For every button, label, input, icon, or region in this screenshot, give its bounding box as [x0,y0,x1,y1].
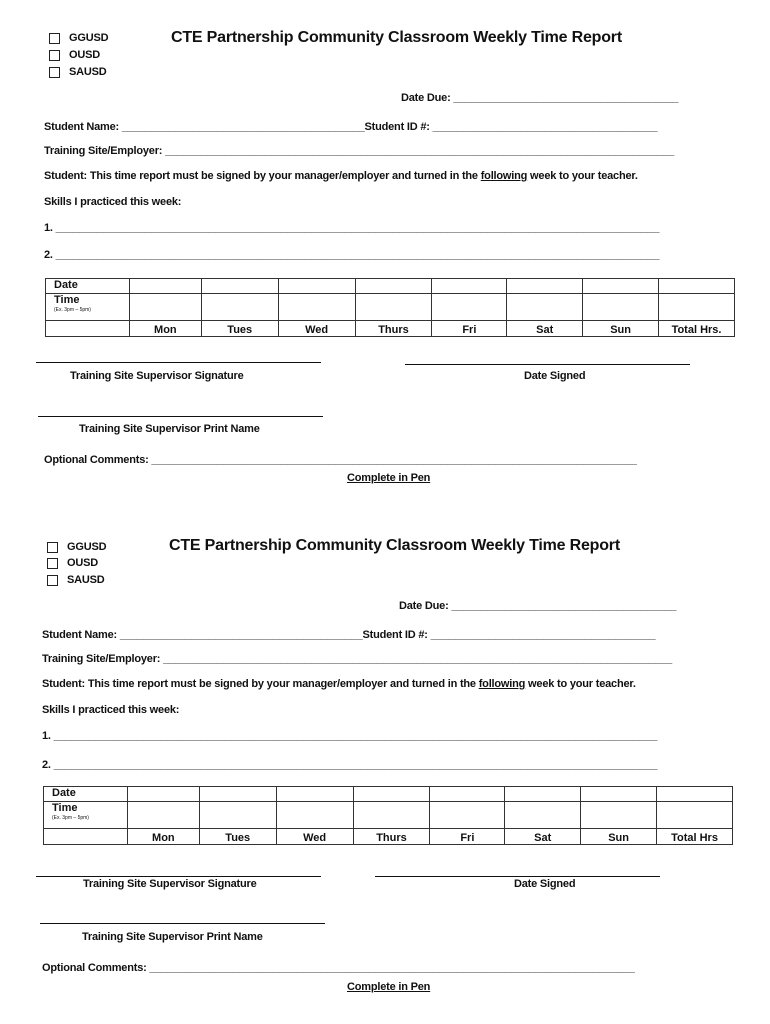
date-cell[interactable] [278,279,355,294]
date-cell[interactable] [581,787,657,802]
date-cell[interactable] [507,279,583,294]
time-row [46,294,735,321]
date-signed-label: Date Signed [524,370,586,382]
supervisor-signature-label: Training Site Supervisor Signature [83,878,257,890]
skills-label: Skills I practiced this week: [42,704,180,716]
day-total-hrs: Total Hrs. [659,321,735,337]
time-cell[interactable] [583,294,659,321]
day-tues: Tues [199,829,276,845]
training-site-field[interactable]: Training Site/Employer: ______________________________________________________________________________________ [42,653,673,665]
time-cell[interactable] [432,294,507,321]
day-fri: Fri [430,829,505,845]
page-title: CTE Partnership Community Classroom Weekly Time Report [169,537,620,554]
checkbox-ousd[interactable]: OUSD [47,555,98,571]
print-name-line[interactable] [38,416,323,417]
checkbox-sausd[interactable]: SAUSD [47,572,105,588]
checkbox-ggusd[interactable]: GGUSD [49,30,108,46]
checkbox-ggusd[interactable]: GGUSD [47,539,106,555]
skill-line-1[interactable]: 1. ______________________________________________________________________________________________________ [42,730,658,742]
time-cell[interactable] [278,294,355,321]
date-row [46,279,735,294]
day-thurs: Thurs [355,321,432,337]
date-cell[interactable] [432,279,507,294]
time-table [45,278,735,337]
day-tues: Tues [201,321,278,337]
date-cell[interactable] [276,787,353,802]
day-sun: Sun [583,321,659,337]
day-row [46,321,735,337]
time-cell[interactable] [353,802,430,829]
time-label: Time [52,802,78,814]
day-mon: Mon [127,829,199,845]
time-cell[interactable] [276,802,353,829]
checkbox-box[interactable] [47,542,58,553]
student-name-id-field[interactable]: Student Name: _________________________________________Student ID #: ______________________________________ [44,121,658,133]
checkbox-box[interactable] [47,558,58,569]
date-cell[interactable] [583,279,659,294]
time-label-cell [46,294,130,321]
time-cell[interactable] [355,294,432,321]
time-cell[interactable] [659,294,735,321]
date-signed-line[interactable] [405,364,690,365]
date-label: Date [44,787,128,802]
time-cell[interactable] [581,802,657,829]
skills-label: Skills I practiced this week: [44,196,182,208]
page-title: CTE Partnership Community Classroom Weekly Time Report [171,29,622,46]
date-cell[interactable] [355,279,432,294]
complete-in-pen-note: Complete in Pen [347,981,431,993]
student-instructions: Student: This time report must be signed by your manager/employer and turned in the following week to your teacher. [42,678,636,690]
time-table [43,786,733,845]
day-total-hrs: Total Hrs [657,829,733,845]
skill-line-2[interactable]: 2. ______________________________________________________________________________________________________ [42,759,658,771]
date-row [44,787,733,802]
supervisor-print-name-label: Training Site Supervisor Print Name [79,423,260,435]
time-cell[interactable] [127,802,199,829]
date-cell[interactable] [353,787,430,802]
time-report-form-1 [0,0,770,508]
skill-line-1[interactable]: 1. ______________________________________________________________________________________________________ [44,222,660,234]
supervisor-signature-label: Training Site Supervisor Signature [70,370,244,382]
student-instructions: Student: This time report must be signed by your manager/employer and turned in the following week to your teacher. [44,170,638,182]
day-sat: Sat [507,321,583,337]
date-cell[interactable] [657,787,733,802]
checkbox-sausd[interactable]: SAUSD [49,64,107,80]
skill-line-2[interactable]: 2. ______________________________________________________________________________________________________ [44,249,660,261]
time-row [44,802,733,829]
checkbox-ousd[interactable]: OUSD [49,47,100,63]
day-wed: Wed [276,829,353,845]
day-sun: Sun [581,829,657,845]
time-example: (Ex. 3pm – 5pm) [54,307,91,313]
checkbox-box[interactable] [49,50,60,61]
complete-in-pen-note: Complete in Pen [347,472,431,484]
date-label: Date [46,279,130,294]
print-name-line[interactable] [40,923,325,924]
day-sat: Sat [505,829,581,845]
day-row [44,829,733,845]
time-cell[interactable] [507,294,583,321]
time-cell[interactable] [201,294,278,321]
training-site-field[interactable]: Training Site/Employer: ______________________________________________________________________________________ [44,145,675,157]
time-label-cell [44,802,128,829]
student-name-id-field[interactable]: Student Name: _________________________________________Student ID #: ______________________________________ [42,629,656,641]
time-report-form-2 [0,508,770,1016]
time-cell[interactable] [199,802,276,829]
date-due-field[interactable]: Date Due: ______________________________________ [401,92,679,104]
time-cell[interactable] [657,802,733,829]
checkbox-box[interactable] [47,575,58,586]
optional-comments-field[interactable]: Optional Comments: __________________________________________________________________________________ [44,454,637,466]
date-signed-label: Date Signed [514,878,576,890]
day-fri: Fri [432,321,507,337]
date-cell[interactable] [201,279,278,294]
checkbox-box[interactable] [49,67,60,78]
date-cell[interactable] [505,787,581,802]
signature-line[interactable] [36,362,321,363]
date-due-field[interactable]: Date Due: ______________________________________ [399,600,677,612]
signature-line[interactable] [36,876,321,877]
blank-cell [44,829,128,845]
date-cell[interactable] [129,279,201,294]
day-mon: Mon [129,321,201,337]
day-thurs: Thurs [353,829,430,845]
date-cell[interactable] [199,787,276,802]
time-cell[interactable] [430,802,505,829]
time-cell[interactable] [505,802,581,829]
optional-comments-field[interactable]: Optional Comments: __________________________________________________________________________________ [42,962,635,974]
day-wed: Wed [278,321,355,337]
date-signed-line[interactable] [375,876,660,877]
checkbox-box[interactable] [49,33,60,44]
supervisor-print-name-label: Training Site Supervisor Print Name [82,931,263,943]
date-cell[interactable] [127,787,199,802]
blank-cell [46,321,130,337]
date-cell[interactable] [430,787,505,802]
time-example: (Ex. 3pm – 5pm) [52,815,89,821]
time-cell[interactable] [129,294,201,321]
time-label: Time [54,294,80,306]
date-cell[interactable] [659,279,735,294]
